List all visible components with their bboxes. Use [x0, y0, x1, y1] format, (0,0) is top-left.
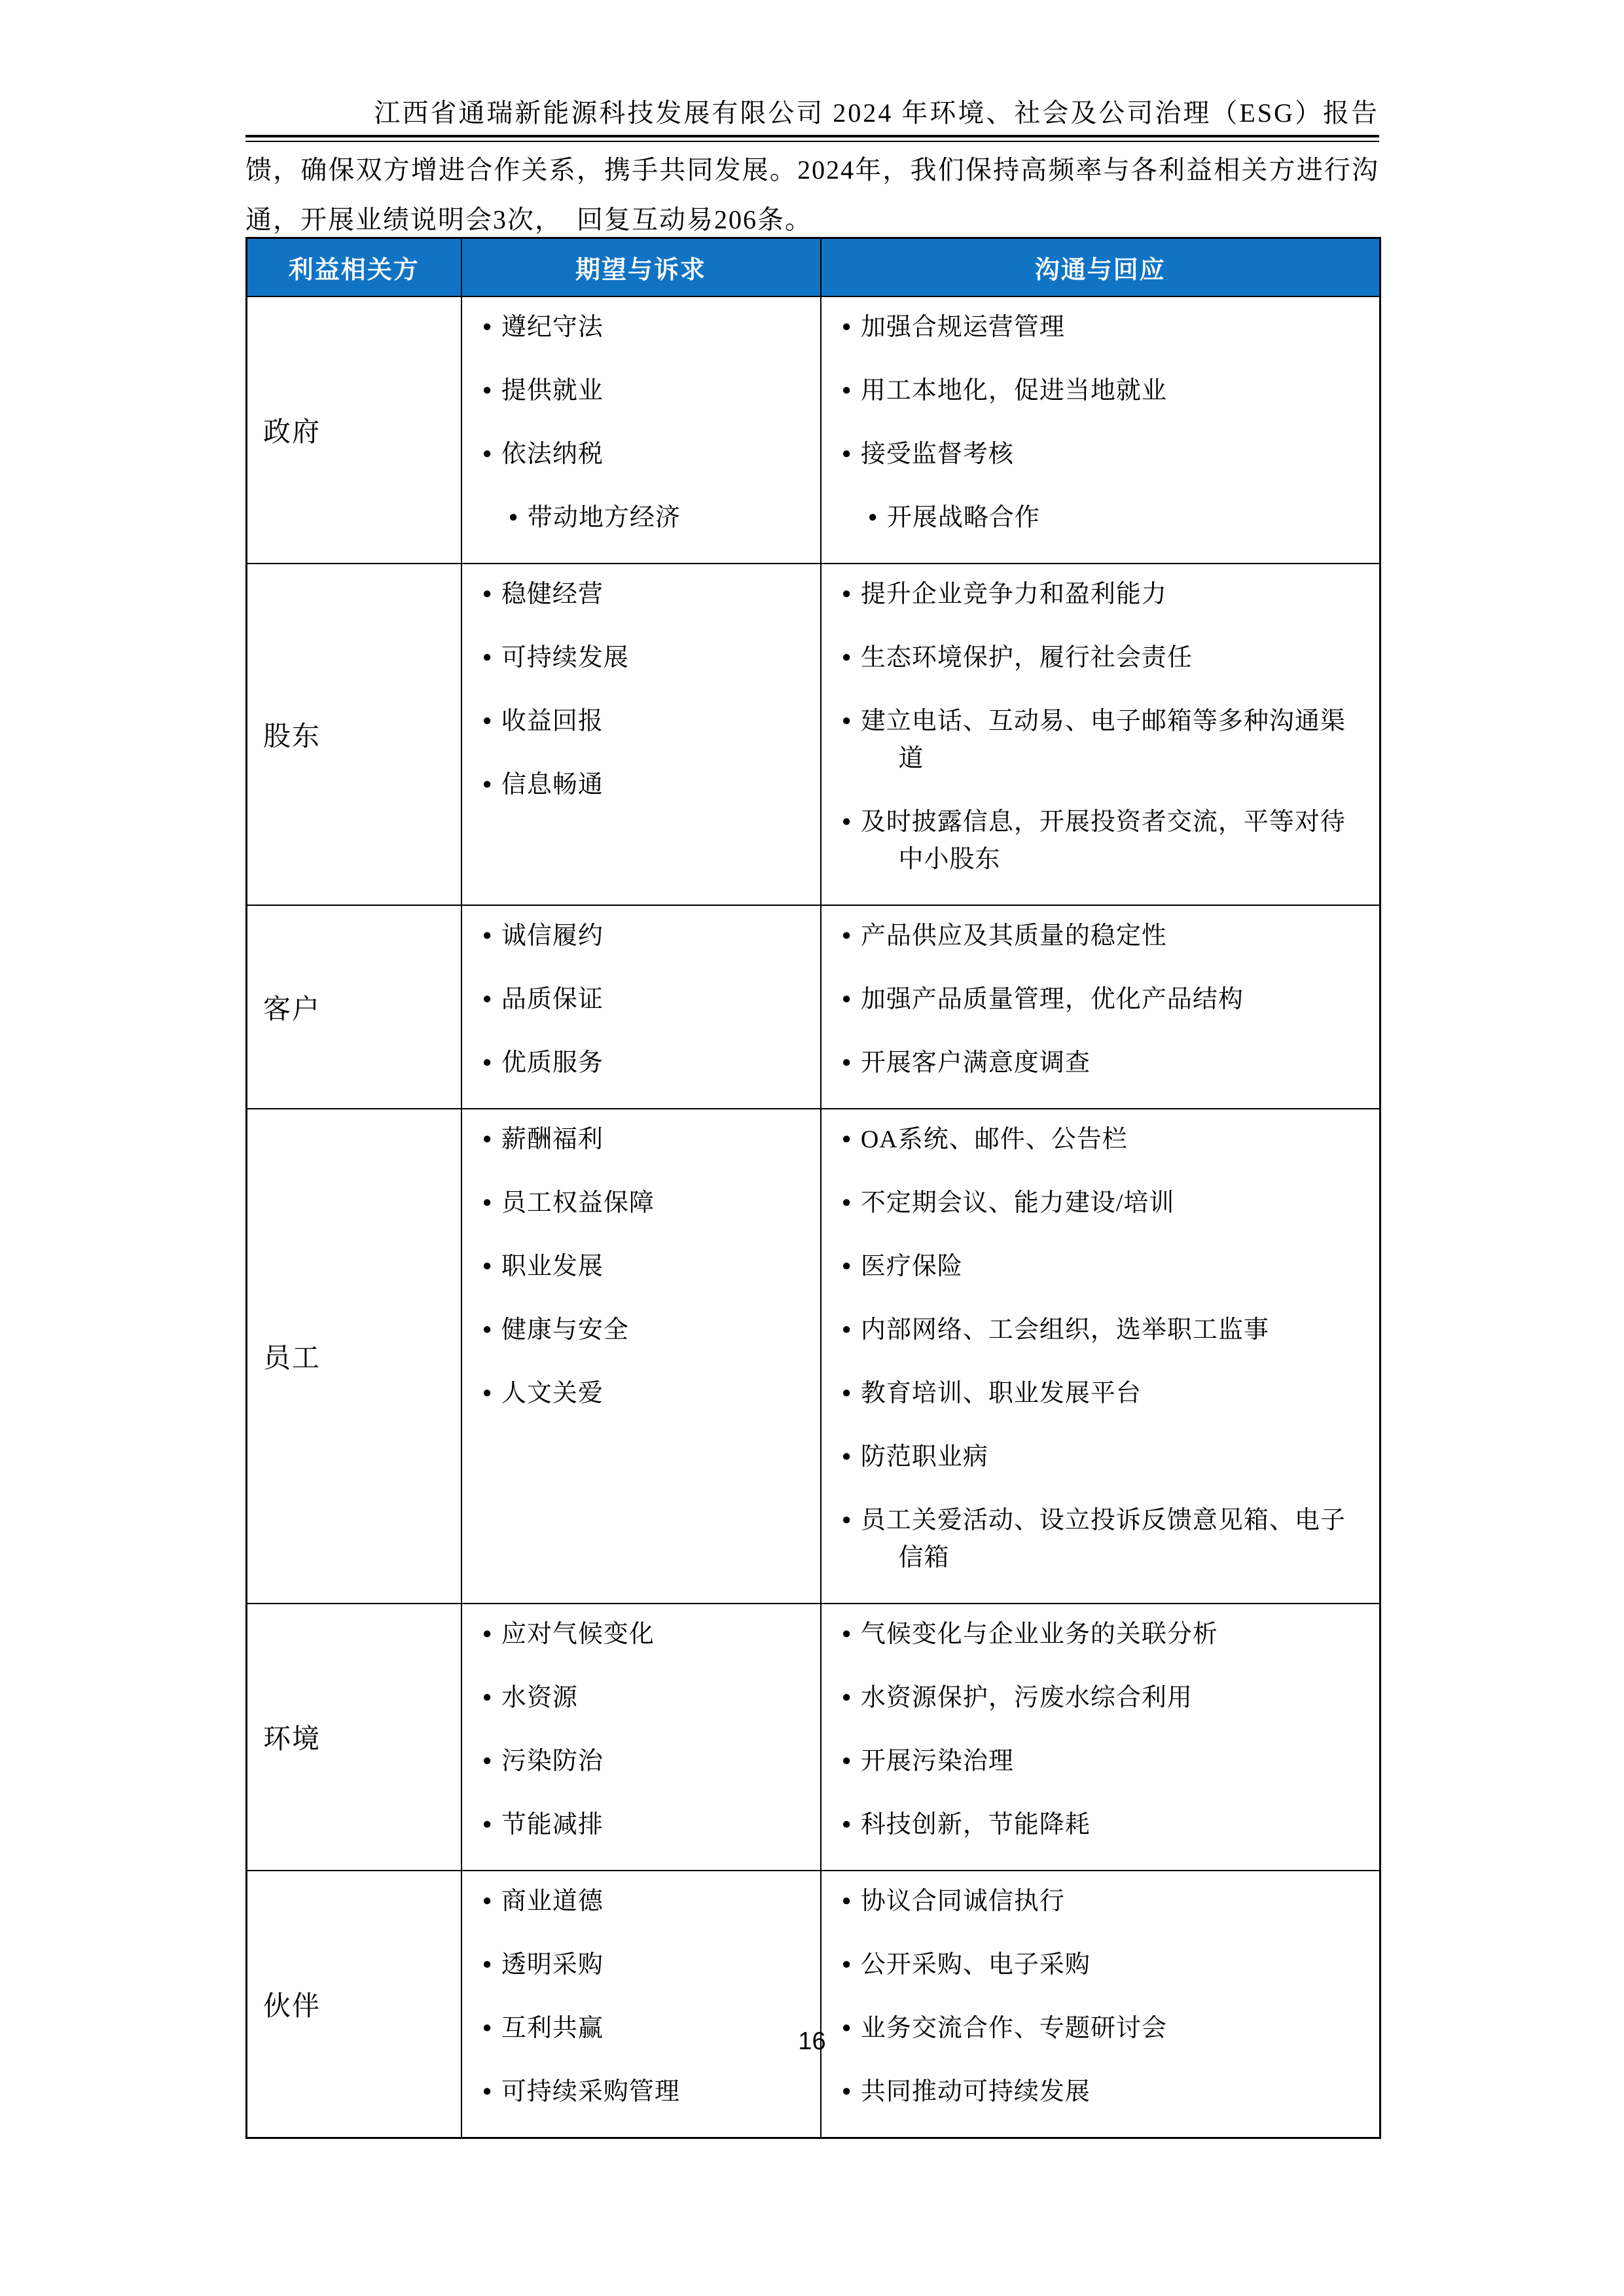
bullet-item: • 医疗保险: [821, 1248, 1371, 1285]
bullet-item: • 人文关爱: [462, 1375, 811, 1412]
table-row: [247, 1604, 1380, 1871]
expectations-cell: [461, 296, 821, 564]
bullet-item: • 信息畅通: [462, 766, 811, 804]
intro-line-2: 通，开展业绩说明会3次， 回复互动易206条。: [245, 205, 812, 234]
bullet-item: • 提升企业竞争力和盈利能力: [821, 576, 1371, 613]
bullet-item: • 透明采购: [462, 1946, 811, 1984]
header-divider: [245, 135, 1379, 142]
intro-paragraph: [245, 145, 1379, 245]
bullet-item: • 气候变化与企业业务的关联分析: [821, 1616, 1371, 1653]
bullet-item: • 水资源保护，污废水综合利用: [821, 1679, 1371, 1717]
bullet-list: [462, 309, 811, 537]
page-number: 16: [798, 2028, 826, 2055]
bullet-item: • 互利共赢: [462, 2010, 811, 2047]
bullet-item: • 内部网络、工会组织，选举职工监事: [821, 1312, 1371, 1349]
table-row: [247, 564, 1380, 905]
bullet-list: [462, 1616, 811, 1844]
bullet-item: • 员工关爱活动、设立投诉反馈意见箱、电子信箱: [821, 1502, 1371, 1577]
bullet-item: • 职业发展: [462, 1248, 811, 1285]
table-row: [247, 1871, 1380, 2138]
bullet-item: • 公开采购、电子采购: [821, 1946, 1371, 1984]
responses-cell: [821, 1109, 1380, 1604]
bullet-list: [462, 1883, 811, 2111]
bullet-item: • 污染防治: [462, 1743, 811, 1780]
bullet-item: • 提供就业: [462, 372, 811, 410]
bullet-item: • 开展战略合作: [848, 499, 1371, 537]
expectations-cell: [461, 1604, 821, 1871]
bullet-item: • 带动地方经济: [488, 499, 811, 537]
bullet-item: • 共同推动可持续发展: [821, 2073, 1371, 2111]
col-header-stakeholder: 利益相关方: [247, 238, 461, 297]
bullet-item: • 业务交流合作、专题研讨会: [821, 2010, 1371, 2047]
bullet-item: • 可持续采购管理: [462, 2073, 811, 2111]
bullet-list: [821, 1616, 1371, 1844]
bullet-list: [462, 918, 811, 1082]
expectations-cell: [461, 564, 821, 905]
bullet-item: • 加强合规运营管理: [821, 309, 1371, 346]
bullet-item: • 薪酬福利: [462, 1121, 811, 1158]
bullet-list: [821, 918, 1371, 1082]
expectations-cell: [461, 1109, 821, 1604]
bullet-item: • 开展客户满意度调查: [821, 1045, 1371, 1082]
bullet-item: • 用工本地化，促进当地就业: [821, 372, 1371, 410]
responses-cell: [821, 1604, 1380, 1871]
bullet-item: • 依法纳税: [462, 436, 811, 473]
bullet-item: • 健康与安全: [462, 1312, 811, 1349]
bullet-item: • 建立电话、互动易、电子邮箱等多种沟通渠道: [821, 703, 1371, 778]
bullet-list: [462, 576, 811, 804]
bullet-item: • 加强产品质量管理，优化产品结构: [821, 981, 1371, 1018]
stakeholder-label: 股东: [247, 564, 461, 905]
responses-cell: [821, 1871, 1380, 2138]
bullet-item: • 遵纪守法: [462, 309, 811, 346]
table-row: [247, 1109, 1380, 1604]
stakeholder-label: 政府: [247, 296, 461, 564]
bullet-item: • 教育培训、职业发展平台: [821, 1375, 1371, 1412]
bullet-item: • 接受监督考核: [821, 436, 1371, 473]
bullet-list: [821, 1883, 1371, 2111]
bullet-item: • 开展污染治理: [821, 1743, 1371, 1780]
bullet-item: • 员工权益保障: [462, 1185, 811, 1222]
bullet-item: • 诚信履约: [462, 918, 811, 955]
bullet-item: • 节能减排: [462, 1806, 811, 1844]
stakeholder-label: 环境: [247, 1604, 461, 1871]
report-title: 江西省通瑞新能源科技发展有限公司 2024 年环境、社会及公司治理（ESG）报告: [374, 98, 1379, 128]
stakeholder-label: 员工: [247, 1109, 461, 1604]
bullet-item: • 优质服务: [462, 1045, 811, 1082]
bullet-item: • 防范职业病: [821, 1439, 1371, 1476]
table-header-row: [247, 238, 1380, 297]
bullet-item: • 稳健经营: [462, 576, 811, 613]
bullet-list: [821, 576, 1371, 878]
bullet-item: • 协议合同诚信执行: [821, 1883, 1371, 1920]
table-row: [247, 905, 1380, 1109]
table-row: [247, 296, 1380, 564]
page-header: [245, 97, 1379, 142]
stakeholder-label: 伙伴: [247, 1871, 461, 2138]
bullet-item: • 应对气候变化: [462, 1616, 811, 1653]
intro-line-1: 馈，确保双方增进合作关系，携手共同发展。2024年，我们保持高频率与各利益相关方进行沟: [245, 155, 1379, 185]
bullet-list: [462, 1121, 811, 1412]
stakeholder-table: [245, 237, 1381, 2139]
bullet-item: • 可持续发展: [462, 639, 811, 677]
responses-cell: [821, 296, 1380, 564]
expectations-cell: [461, 905, 821, 1109]
responses-cell: [821, 905, 1380, 1109]
bullet-item: • 及时披露信息，开展投资者交流，平等对待中小股东: [821, 804, 1371, 878]
bullet-item: • 不定期会议、能力建设/培训: [821, 1185, 1371, 1222]
bullet-item: • 商业道德: [462, 1883, 811, 1920]
responses-cell: [821, 564, 1380, 905]
stakeholder-label: 客户: [247, 905, 461, 1109]
bullet-item: • 产品供应及其质量的稳定性: [821, 918, 1371, 955]
expectations-cell: [461, 1871, 821, 2138]
bullet-item: • 品质保证: [462, 981, 811, 1018]
col-header-expectations: 期望与诉求: [461, 238, 821, 297]
bullet-item: • 生态环境保护，履行社会责任: [821, 639, 1371, 677]
bullet-item: • 收益回报: [462, 703, 811, 740]
bullet-item: • OA系统、邮件、公告栏: [821, 1121, 1371, 1158]
bullet-item: • 科技创新，节能降耗: [821, 1806, 1371, 1844]
bullet-item: • 水资源: [462, 1679, 811, 1717]
bullet-list: [821, 309, 1371, 537]
col-header-responses: 沟通与回应: [821, 238, 1380, 297]
bullet-list: [821, 1121, 1371, 1577]
